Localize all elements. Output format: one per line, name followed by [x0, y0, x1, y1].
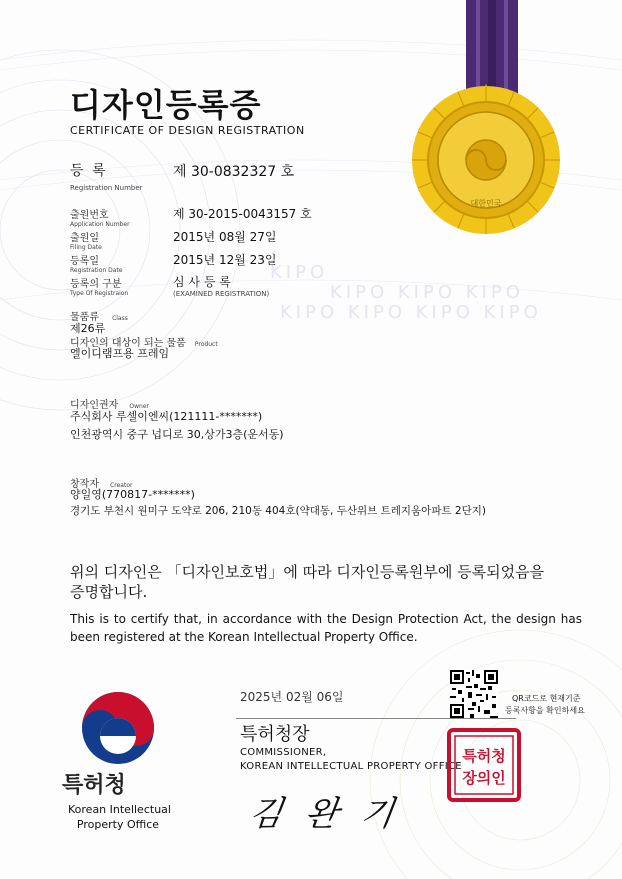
gold-medal-seal: [408, 82, 564, 238]
certification-text-english: This is to certify that, in accordance with the Design Protection Act, the design has been registered at the Korean Intellectual Property Office.: [70, 612, 582, 644]
registration-sublabel: Registration Number: [70, 184, 143, 192]
qr-note-line-2: 등록사항을 확인하세요: [505, 706, 585, 715]
creator-name: 양일영(770817-*******): [70, 488, 195, 501]
divider-line: [236, 718, 516, 719]
commissioner-line-2: KOREAN INTELLECTUAL PROPERTY OFFICE: [240, 761, 462, 772]
kipo-logo-icon: [80, 690, 156, 766]
commissioner-line-1: COMMISSIONER,: [240, 747, 327, 758]
class-value: 제26류: [70, 322, 106, 335]
kipo-watermark-row-3: KIPO KIPO KIPO KIPO: [280, 302, 542, 323]
registration-number: 제 30-0832327 호: [173, 164, 295, 180]
stamp-text-line-2: 장의인: [462, 769, 506, 787]
owner-label: 디자인권자 Owner: [70, 400, 149, 411]
filing-date-value: 2015년 08월 27일: [173, 230, 277, 244]
kipo-watermark-row-2: KIPO KIPO KIPO: [330, 282, 524, 303]
seal-text: 대한민국: [470, 199, 502, 208]
class-label: 물품류 Class: [70, 312, 128, 323]
creator-address: 경기도 부천시 원미구 도약로 206, 210동 404호(약대동, 두산위브 트레지움아파트 2단지): [70, 505, 486, 517]
kipo-name-english-line-1: Korean Intellectual: [68, 803, 171, 816]
certification-text-korean: 위의 디자인은 「디자인보호법」에 따라 디자인등록원부에 등록되었음을 증명합니다.: [70, 563, 545, 601]
owner-name: 주식회사 루셀이엔씨(121111-*******): [70, 410, 263, 423]
official-stamp: [446, 727, 522, 803]
stamp-text-line-1: 특허청: [462, 747, 506, 765]
document-subtitle: CERTIFICATE OF DESIGN REGISTRATION: [70, 124, 305, 137]
kipo-watermark: KIPO: [270, 262, 329, 283]
qr-note-line-1: QR코드로 현재기준: [512, 694, 581, 703]
product-value: 엘이디램프용 프레임: [70, 347, 170, 360]
signature: 김 완 기: [246, 794, 403, 834]
field-registration-type: 등록의 구분 Type Of Registraion: [70, 279, 129, 297]
application-number-value: 제 30-2015-0043157 호: [173, 207, 312, 221]
registration-type-value: 심 사 등 록 (EXAMINED REGISTRATION): [173, 275, 270, 298]
field-registration-date: 등록일 Registration Date: [70, 256, 123, 274]
kipo-name-english-line-2: Property Office: [76, 818, 160, 831]
field-filing-date: 출원일 Filing Date: [70, 233, 102, 251]
registration-date-value: 2015년 12월 23일: [173, 253, 277, 267]
commissioner-title: 특허청장: [240, 724, 310, 745]
qr-code[interactable]: [450, 670, 498, 718]
document-title: 디자인등록증: [70, 86, 262, 124]
registration-label: 등 록 Registration Number: [70, 163, 143, 192]
creator-label: 창작자 Creator: [70, 479, 133, 490]
field-application-number: 출원번호 Application Number: [70, 210, 130, 228]
issue-date: 2025년 02월 06일: [240, 690, 344, 704]
kipo-name-korean: 특허청: [62, 773, 126, 798]
product-label: 디자인의 대상이 되는 물품 Product: [70, 338, 218, 349]
owner-address: 인천광역시 중구 넙디로 30,상가3층(운서동): [70, 428, 284, 441]
